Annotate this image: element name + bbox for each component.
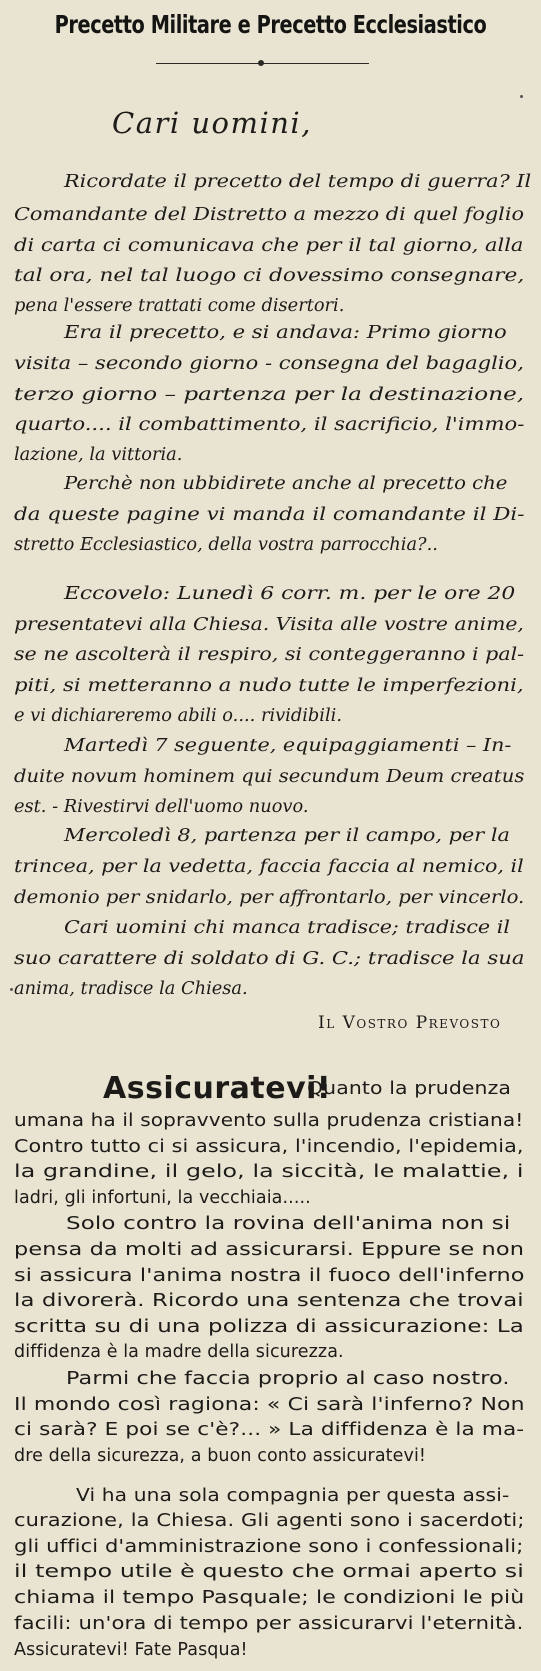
insurance-line: Solo contro la rovina dell'anima non si xyxy=(66,1213,511,1234)
letter-line: visita – secondo giorno - consegna del bagaglio, xyxy=(14,353,524,374)
salutation: Cari uomini, xyxy=(112,106,312,140)
letter-line: est. - Rivestirvi dell'uomo nuovo. xyxy=(14,796,309,817)
letter-line: lazione, la vittoria. xyxy=(14,444,183,465)
letter-line: trincea, per la vedetta, faccia faccia al nemico, il xyxy=(14,856,524,877)
divider-ornament xyxy=(258,60,264,66)
letter-line: demonio per snidarlo, per affrontarlo, per vincerlo. xyxy=(14,887,525,908)
page-title: Precetto Militare e Precetto Ecclesiastico xyxy=(54,10,487,39)
insurance-line: scritta su di una polizza di assicurazione: La xyxy=(14,1316,524,1337)
insurance-line: umana ha il sopravvento sulla prudenza cristiana! xyxy=(14,1111,524,1131)
letter-line: Mercoledì 8, partenza per il campo, per la xyxy=(64,825,510,846)
letter-line: e vi dichiareremo abili o.... rividibili. xyxy=(14,705,343,726)
print-speck xyxy=(520,95,523,98)
insurance-line: curazione, la Chiesa. Gli agenti sono i sacerdoti; xyxy=(14,1511,525,1532)
letter-line: suo carattere di soldato di G. C.; tradisce la sua xyxy=(14,948,525,969)
insurance-line: Vi ha una sola compagnia per questa assi- xyxy=(76,1485,510,1506)
letter-line: se ne ascolterà il respiro, si conteggeranno i pal- xyxy=(14,644,525,665)
insurance-line: pensa da molti ad assicurarsi. Eppure se non xyxy=(14,1239,525,1260)
letter-line: Comandante del Distretto a mezzo di quel foglio xyxy=(14,204,525,225)
section-heading: Assicuratevi! xyxy=(103,1071,332,1106)
insurance-line: Parmi che faccia proprio al caso nostro. xyxy=(66,1369,510,1389)
letter-line: terzo giorno – partenza per la destinazione, xyxy=(14,384,525,405)
letter-line: tal ora, nel tal luogo ci dovessimo consegnare, xyxy=(14,265,525,286)
letter-line: di carta ci comunicava che per il tal giorno, alla xyxy=(14,235,524,256)
insurance-line: la divorerà. Ricordo una sentenza che trovai xyxy=(14,1291,524,1312)
insurance-line: chiama il tempo Pasquale; le condizioni le più xyxy=(14,1588,525,1609)
insurance-line: facili: un'ora di tempo per assicurarvi l'eternità. xyxy=(14,1614,524,1635)
letter-line: quarto.... il combattimento, il sacrificio, l'immo- xyxy=(14,414,525,435)
insurance-line: gli uffici d'amministrazione sono i confessionali; xyxy=(14,1536,524,1557)
insurance-line: diffidenza è la madre della sicurezza. xyxy=(14,1342,344,1363)
letter-line: Eccovelo: Lunedì 6 corr. m. per le ore 20 xyxy=(64,583,516,604)
insurance-line: si assicura l'anima nostra il fuoco dell'inferno xyxy=(14,1265,525,1286)
letter-line: piti, si metteranno a nudo tutte le imperfezioni, xyxy=(14,675,524,696)
insurance-line: il tempo utile è questo che ormai aperto si xyxy=(14,1562,524,1583)
insurance-line: Contro tutto ci si assicura, l'incendio, l'epidemia, xyxy=(14,1136,524,1157)
letter-line: Era il precetto, e si andava: Primo giorno xyxy=(64,322,507,343)
letter-line: anima, tradisce la Chiesa. xyxy=(14,978,248,999)
insurance-line: ci sarà? E poi se c'è?... » La diffidenza è la ma- xyxy=(14,1420,525,1440)
signature: Il Vostro Prevosto xyxy=(318,1013,502,1033)
letter-line: Ricordate il precetto del tempo di guerra? Il xyxy=(64,171,532,192)
letter-line: Martedì 7 seguente, equipaggiamenti – In- xyxy=(64,735,512,756)
insurance-line: Assicuratevi! Fate Pasqua! xyxy=(14,1640,248,1660)
letter-line: da queste pagine vi manda il comandante il Di- xyxy=(14,504,525,525)
letter-line: duite novum hominem qui secundum Deum creatus xyxy=(14,766,525,787)
print-speck xyxy=(10,988,13,991)
insurance-line: la grandine, il gelo, la siccità, le malattie, i xyxy=(14,1162,524,1182)
insurance-line: Quanto la prudenza xyxy=(307,1079,512,1099)
insurance-line: dre della sicurezza, a buon conto assicuratevi! xyxy=(14,1445,427,1466)
letter-line: Cari uomini chi manca tradisce; tradisce il xyxy=(64,917,510,938)
letter-line: Perchè non ubbidirete anche al precetto che xyxy=(64,473,508,494)
letter-line: pena l'essere trattati come disertori. xyxy=(14,295,345,316)
letter-line: presentatevi alla Chiesa. Visita alle vostre anime, xyxy=(14,614,524,635)
insurance-line: ladri, gli infortuni, la vecchiaia..... xyxy=(14,1187,311,1208)
insurance-line: Il mondo così ragiona: « Ci sarà l'inferno? Non xyxy=(14,1394,525,1415)
letter-line: stretto Ecclesiastico, della vostra parrocchia?.. xyxy=(14,534,438,555)
